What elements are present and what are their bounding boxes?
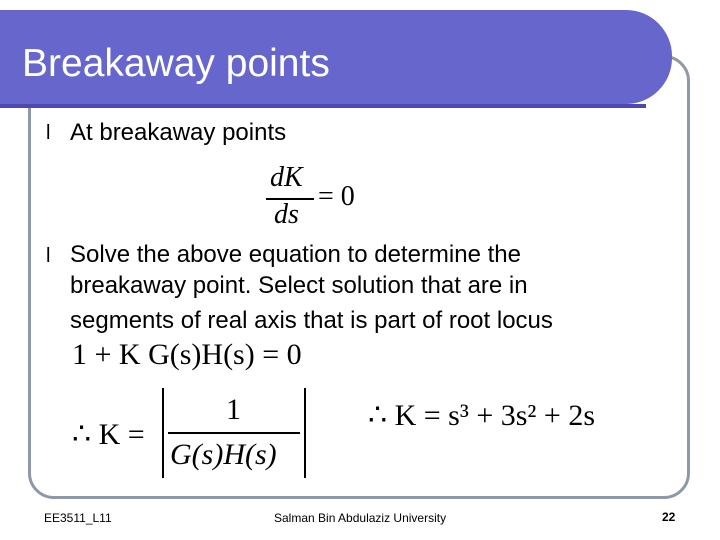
title-bar xyxy=(0,10,672,104)
bullet-marker: l xyxy=(46,122,51,144)
abs-bar-left xyxy=(162,388,164,478)
characteristic-equation: 1 + K G(s)H(s) = 0 xyxy=(72,338,302,371)
k-polynomial: ∴ K = s³ + 3s² + 2s xyxy=(368,399,596,432)
bullet-2-line-2: breakaway point. Select solution that are in xyxy=(70,272,528,299)
bullet-marker: l xyxy=(46,245,51,267)
footer-course: EE3511_L11 xyxy=(44,511,112,525)
abs-bar-right xyxy=(304,388,306,478)
bullet-1-text: At breakaway points xyxy=(70,119,287,146)
deriv-rhs: = 0 xyxy=(318,181,355,212)
deriv-numerator: dK xyxy=(270,162,303,193)
bullet-2-line-3: segments of real axis that is part of root locus xyxy=(70,307,553,334)
page-number: 22 xyxy=(662,510,676,524)
slide-title: Breakaway points xyxy=(22,42,330,85)
fraction-bar xyxy=(168,432,300,434)
bullet-2-line-1: Solve the above equation to determine the xyxy=(70,241,521,268)
footer-university: Salman Bin Abdulaziz University xyxy=(274,511,447,525)
k-gain-denominator: G(s)H(s) xyxy=(170,438,277,471)
deriv-denominator: ds xyxy=(274,199,299,230)
k-gain-prefix: ∴ K = xyxy=(72,418,145,451)
k-gain-numerator: 1 xyxy=(226,393,241,426)
